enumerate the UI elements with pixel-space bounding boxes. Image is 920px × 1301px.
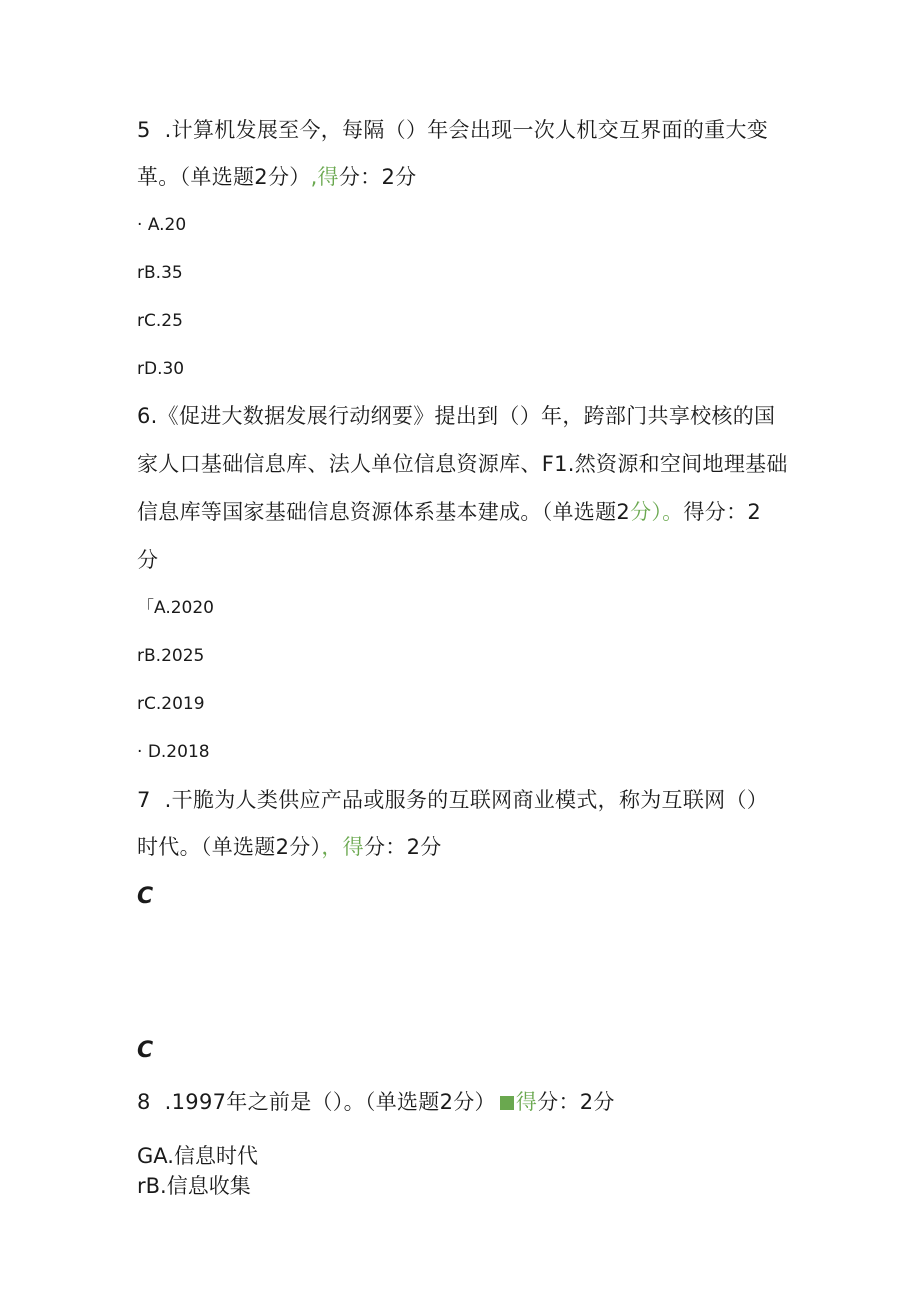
radio-marker: G — [137, 1144, 154, 1168]
q6-score: 得分：2 — [683, 500, 762, 524]
radio-marker: r — [137, 359, 144, 379]
q8-score: 分：2分 — [537, 1090, 615, 1114]
q6-line2: 家人口基础信息库、法人单位信息资源库、F1.然资源和空间地理基础 — [137, 452, 788, 476]
q6-line4: 分 — [137, 548, 159, 572]
radio-marker: · — [137, 742, 143, 762]
radio-marker: r — [137, 1174, 146, 1198]
q6-option-c[interactable]: rC.2019 — [137, 694, 205, 714]
q5-option-b[interactable]: rB.35 — [137, 263, 183, 283]
green-square-icon — [500, 1096, 514, 1110]
q5-option-a[interactable]: · A.20 — [137, 215, 187, 235]
q5-option-d[interactable]: rD.30 — [137, 359, 185, 379]
q5-option-c[interactable]: rC.25 — [137, 311, 183, 331]
radio-marker: r — [137, 311, 144, 331]
radio-marker: · — [137, 215, 143, 235]
q6-option-b[interactable]: rB.2025 — [137, 646, 205, 666]
q7-line2: 时代。（单选题2分），得分：2分 — [137, 835, 442, 859]
q7-option-mark-2[interactable]: C — [137, 1038, 154, 1063]
q6-line1: 6.《促进大数据发展行动纲要》提出到（）年，跨部门共享校核的国 — [137, 404, 776, 428]
q6-option-d[interactable]: · D.2018 — [137, 742, 210, 762]
radio-marker: r — [137, 263, 144, 283]
q7-option-mark-1[interactable]: C — [137, 884, 154, 909]
q6-option-a[interactable]: 「A.2020 — [137, 598, 214, 618]
q5-score: 分：2分 — [338, 165, 417, 189]
q8-option-a[interactable]: GA.信息时代 — [137, 1144, 258, 1168]
q6-line3: 信息库等国家基础信息资源体系基本建成。（单选题2分）。得分：2 — [137, 500, 762, 524]
q8-line1: 8 .1997年之前是（）。（单选题2分） 得分：2分 — [137, 1090, 615, 1114]
q5-line1: 5 .计算机发展至今，每隔（）年会出现一次人机交互界面的重大变 — [137, 118, 769, 142]
q7-score: 分：2分 — [363, 835, 442, 859]
q5-line2: 革。（单选题2分）,得分：2分 — [137, 165, 417, 189]
q5-number: 5 — [137, 118, 151, 142]
q7-line1: 7 .干脆为人类供应产品或服务的互联网商业模式，称为互联网（） — [137, 788, 769, 812]
q8-option-b[interactable]: rB.信息收集 — [137, 1174, 251, 1198]
q7-number: 7 — [137, 788, 151, 812]
radio-marker: 「 — [137, 598, 154, 618]
radio-marker: r — [137, 646, 144, 666]
q5-score-label: 得 — [317, 165, 339, 189]
q8-number: 8 — [137, 1090, 151, 1114]
radio-marker: r — [137, 694, 144, 714]
